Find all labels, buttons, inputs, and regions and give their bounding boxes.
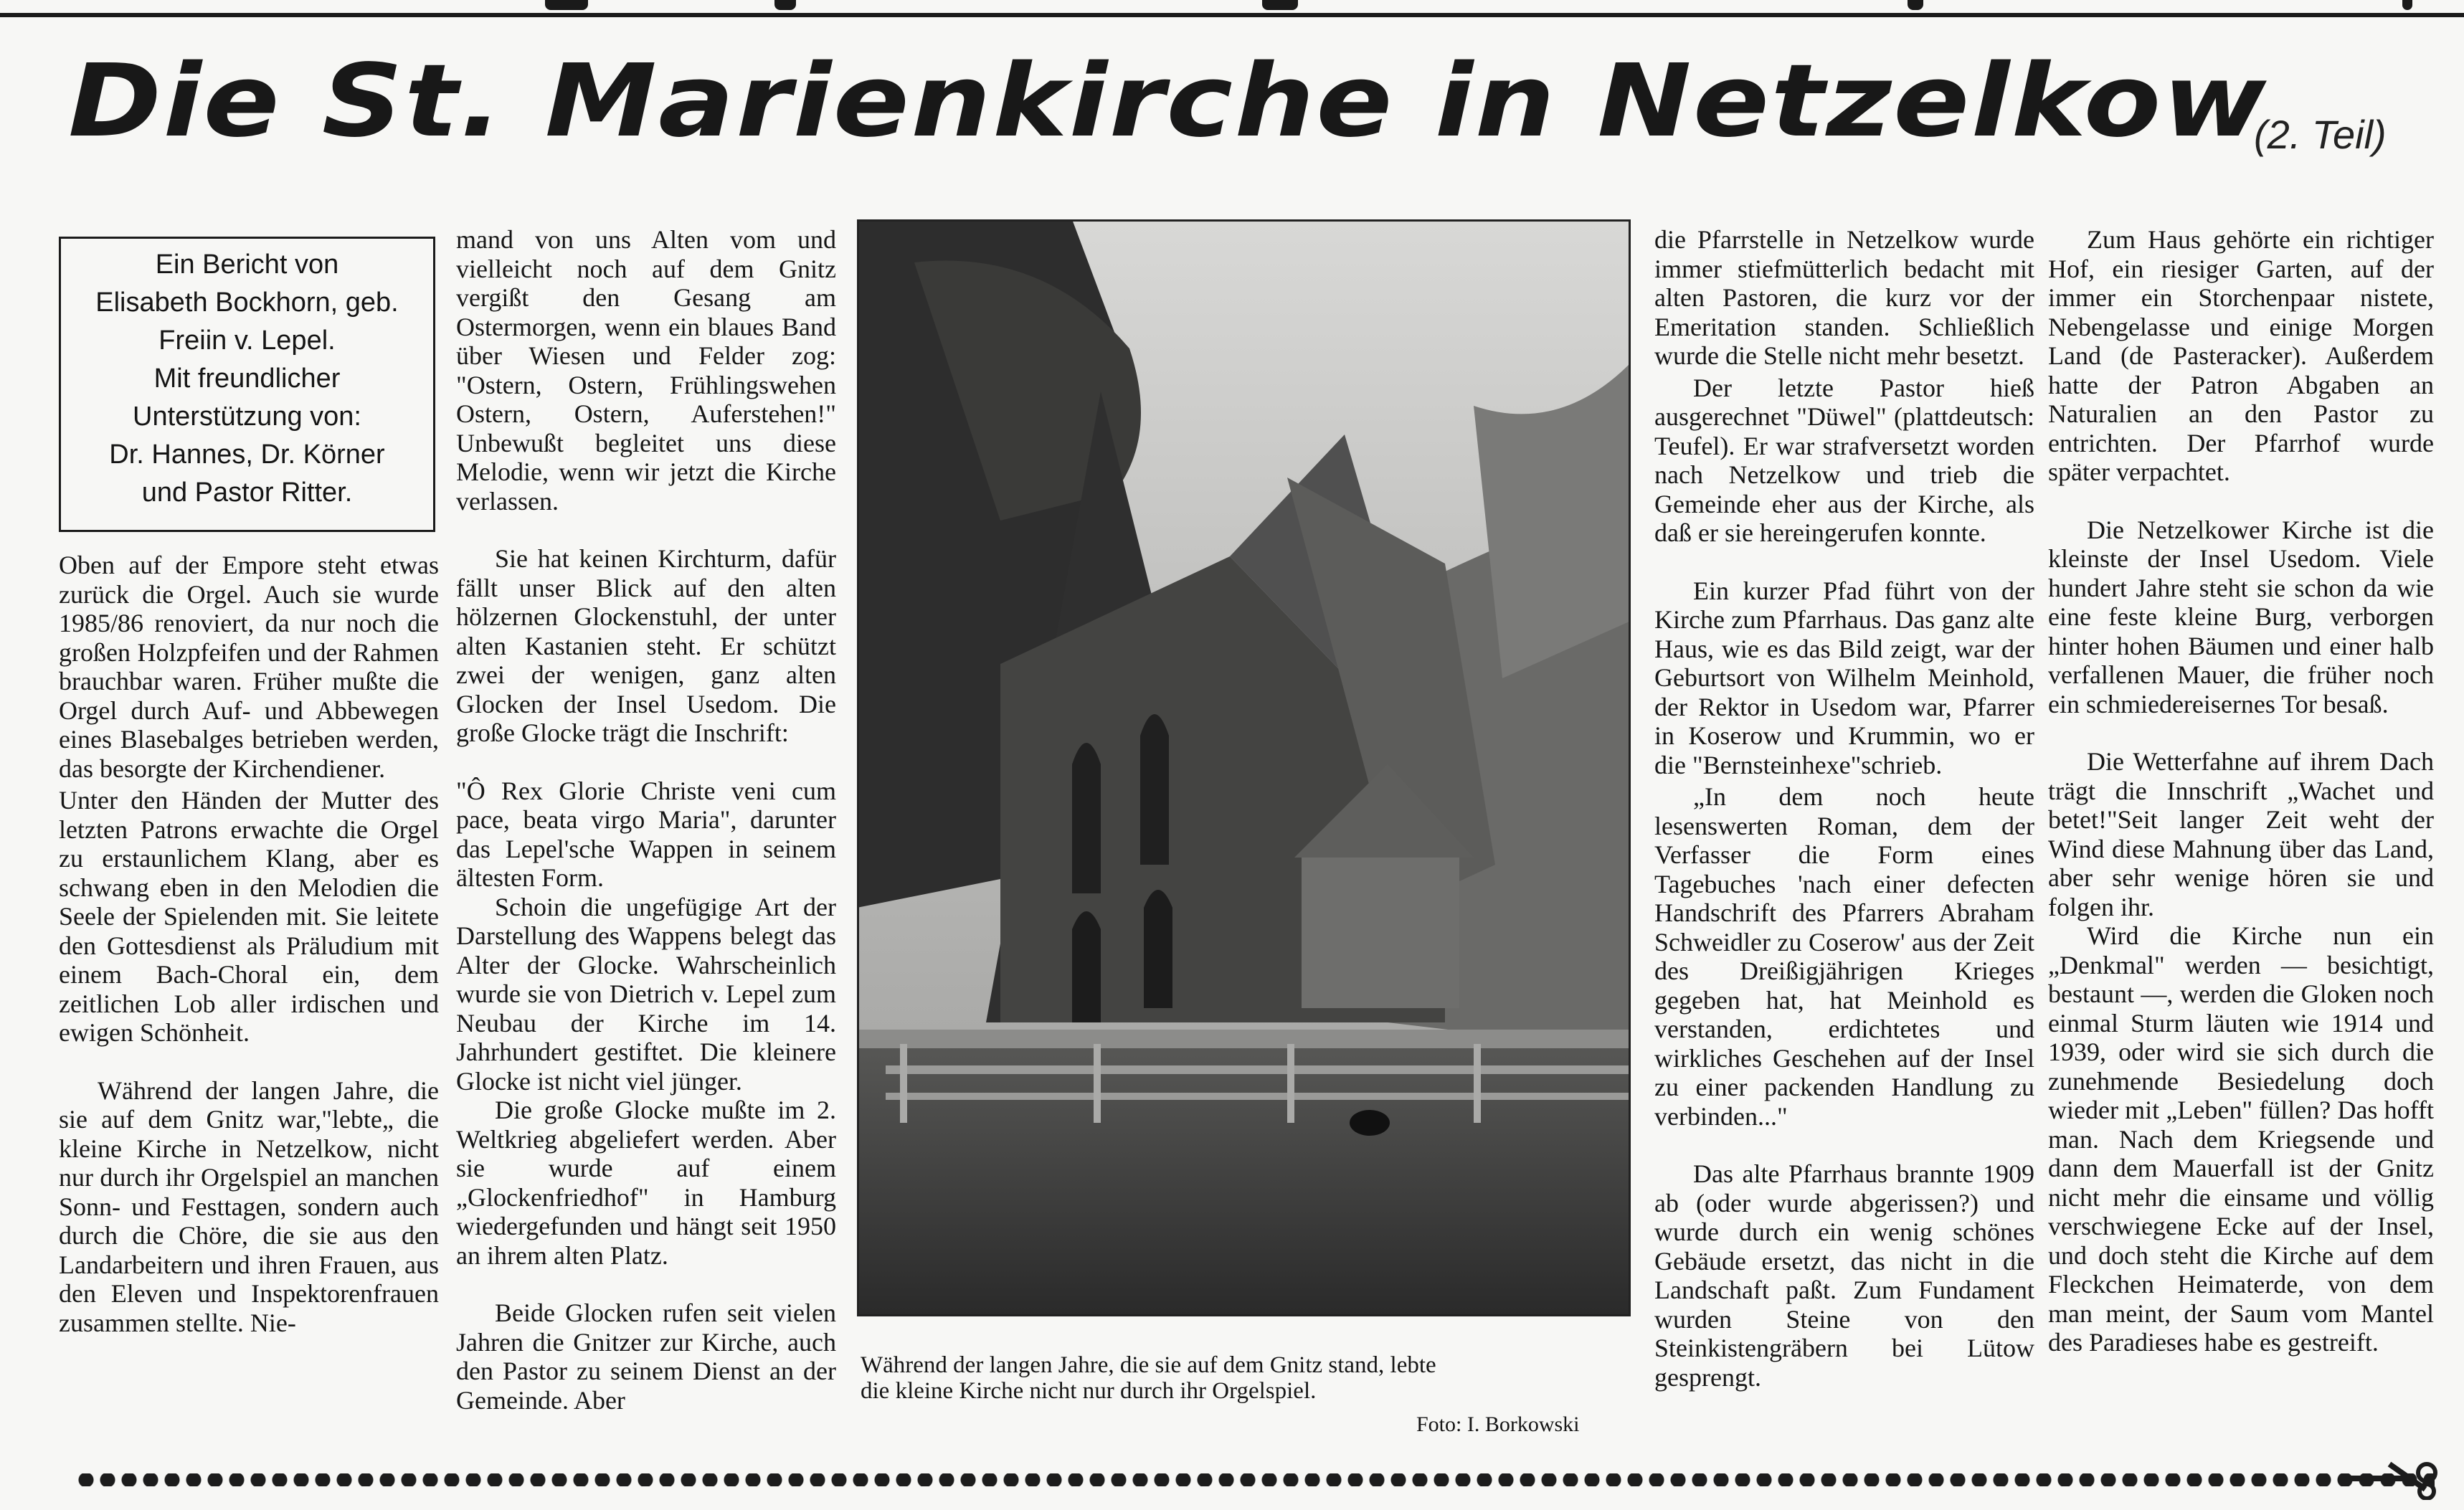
credit-line: Elisabeth Bockhorn, geb.: [95, 288, 399, 318]
photo-credit: Foto: I. Borkowski: [1416, 1412, 1580, 1436]
paragraph: Die Wetterfahne auf ihrem Dach trägt die Innschrift „Wachet und betet!"Seit langer Zeit weht der Wind diese Mahnung über das Land, aber sehr wenige hören sie und folgen ihr.: [2048, 747, 2434, 921]
paragraph: Beide Glocken rufen seit vielen Jahren die Gnitzer zur Kirche, auch den Pastor zu seinem Dienst an der Gemeinde. Aber: [456, 1298, 836, 1415]
paragraph: Der letzte Pastor hieß ausgerechnet "Düwel" (plattdeutsch: Teufel). Er war strafversetzt worden nach Netzelkow und trieb die Gemeinde eher aus der Kirche, als daß er sie hereingerufen konnte.: [1654, 373, 2034, 547]
paragraph: die Pfarrstelle in Netzelkow wurde immer stiefmütterlich bedacht mit alten Pastoren, die kurz vor der Emeritation standen. Schließlich wurde die Stelle nicht mehr besetzt.: [1654, 225, 2034, 370]
paragraph: Ein kurzer Pfad führt von der Kirche zum Pfarrhaus. Das ganz alte Haus, wie es das Bild zeigt, war der Geburtsort von Wilhelm Meinhold, der Rektor in Usedom war, Pfarrer in Koserow und Krummin, wo er die "Bernsteinhexe"schrieb.: [1654, 576, 2034, 779]
paragraph: Die Netzelkower Kirche ist die kleinste der Insel Usedom. Viele hundert Jahre steht sie schon da wie eine feste kleine Burg, verborgen hinter hohen Bäumen und einer halb verfallenen Mauer, die früher noch ein schmiedereisernes Tor besaß.: [2048, 515, 2434, 718]
clipped-header-remnant: [545, 0, 2409, 13]
paragraph: Wird die Kirche nun ein „Denkmal" werden — besichtigt, bestaunt —, werden die Gloken noch einmal Sturm läuten wie 1914 und 1939, oder wird sie sich durch die zunehmende Besiedelung doch wieder mit „Leben" füllen? Das hofft man. Nach dem Kriegsende und dann dem Mauerfall ist der Gnitz nicht mehr die einsame und völlig verschwiegene Ecke auf der Insel, und doch steht die Kirche auf dem Fleckchen Heimaterde, von dem man meint, der Saum vom Mantel des Paradieses habe es gestreift.: [2048, 921, 2434, 1357]
paragraph: Schoin die ungefügige Art der Darstellung des Wappens belegt das Alter der Glocke. Wahrscheinlich wurde sie von Dietrich v. Lepel zum Neubau der Kirche im 14. Jahrhundert gestiftet. Die kleinere Glocke ist nicht viel jünger.: [456, 892, 836, 1096]
church-photo: [857, 219, 1631, 1316]
paragraph: „In dem noch heute lesenswerten Roman, dem der Verfasser die Form eines Tagebuches 'nach einer defecten Handschrift des Pfarrers Abraham Schweidler zu Coserow' aus der Zeit des Dreißigjährigen Krieges gegeben hat, hat Meinhold es verstanden, erdichtetes und wirkliches Geschehen auf der Insel zu einer packenden Handlung zu verbinden...": [1654, 782, 2034, 1131]
caption-line: die kleine Kirche nicht nur durch ihr Orgelspiel.: [861, 1378, 1317, 1404]
paragraph: Die große Glocke mußte im 2. Weltkrieg abgeliefert werden. Aber sie wurde auf einem „Glockenfriedhof" in Hamburg wiedergefunden und hängt seit 1950 an ihrem alten Platz.: [456, 1096, 836, 1270]
paragraph: mand von uns Alten vom und vielleicht noch auf dem Gnitz vergißt den Gesang am Ostermorgen, wenn ein blaues Band über Wiesen und Felder zog: "Ostern, Ostern, Frühlingswehen Ostern, Ostern, Auferstehen!" Unbewußt begleitet uns diese Melodie, wenn wir jetzt die Kirche verlassen.: [456, 225, 836, 516]
text-column-1: [59, 551, 439, 1337]
church-photo-illustration: [857, 219, 1631, 1316]
paragraph: Das alte Pfarrhaus brannte 1909 ab (oder wurde abgerissen?) und wurde durch ein wenig schönes Gebäude ersetzt, das nicht in die Landschaft paßt. Zum Fundament wurden Steine von den Steinkistengräbern bei Lütow gesprengt.: [1654, 1159, 2034, 1392]
paragraph: Während der langen Jahre, die sie auf dem Gnitz war,"lebte„ die kleine Kirche in Netzelkow, nicht nur durch ihr Orgelspiel an manchen Sonn- und Festtagen, sondern auch durch die Chöre, die sie aus den Landarbeitern und ihren Frauen, aus den Eleven und Inspektorenfrauen zusammen stellte. Nie-: [59, 1075, 439, 1337]
credit-line: Dr. Hannes, Dr. Körner: [109, 440, 385, 470]
paragraph: Zum Haus gehörte ein richtiger Hof, ein riesiger Garten, auf der immer ein Storchenpaar nistete, Nebengelasse und einige Morgen Land (de Pasteracker). Außerdem hatte der Patron Abgaben an Naturalien an den Pastor zu entrichten. Der Pfarrhof wurde später verpachtet.: [2048, 225, 2434, 486]
text-column-3: [1654, 225, 2034, 1392]
paragraph: Sie hat keinen Kirchturm, dafür fällt unser Blick auf den alten hölzernen Glockenstuhl, der unter alten Kastanien steht. Er schützt zwei der wenigen, ganz alten Glocken der Insel Usedom. Die große Glocke trägt die Inschrift:: [456, 544, 836, 747]
credit-line: und Pastor Ritter.: [141, 478, 353, 508]
dotted-border: [75, 1473, 2435, 1486]
author-credit-box: [59, 237, 435, 532]
credit-line: Ein Bericht von: [155, 250, 339, 280]
credit-line: Unterstützung von:: [133, 402, 361, 432]
photo-caption: [861, 1352, 1629, 1404]
credit-line: Freiin v. Lepel.: [158, 326, 336, 356]
headline: Die St. Marienkirche in Netzelkow: [68, 43, 2268, 160]
part-label: (2. Teil): [2254, 112, 2387, 157]
paragraph: Oben auf der Empore steht etwas zurück die Orgel. Auch sie wurde 1985/86 renoviert, da nur noch die großen Holzpfeifen und der Rahmen brauchbar waren. Früher mußte die Orgel durch Auf- und Abbewegen eines Blasebalges betrieben werden, das besorgte der Kirchendiener.: [59, 551, 439, 783]
top-rule: [0, 13, 2464, 17]
text-column-2: [456, 225, 836, 1415]
caption-line: Während der langen Jahre, die sie auf dem Gnitz stand, lebte: [861, 1352, 1436, 1378]
paragraph: Unter den Händen der Mutter des letzten Patrons erwachte die Orgel zu erstaunlichem Klang, aber es schwang eben in den Melodien die Seele der Spielenden mit. Sie leitete den Gottesdienst als Präludium mit einem Bach-Choral ein, dem zeitlichen Lob aller irdischen und ewigen Schönheit.: [59, 786, 439, 1047]
corner-scissors-icon: [2339, 1457, 2440, 1500]
text-column-4: [2048, 225, 2434, 1357]
credit-line: Mit freundlicher: [153, 364, 341, 394]
paragraph: "Ô Rex Glorie Christe veni cum pace, beata virgo Maria", darunter das Lepel'sche Wappen in seinem ältesten Form.: [456, 776, 836, 892]
